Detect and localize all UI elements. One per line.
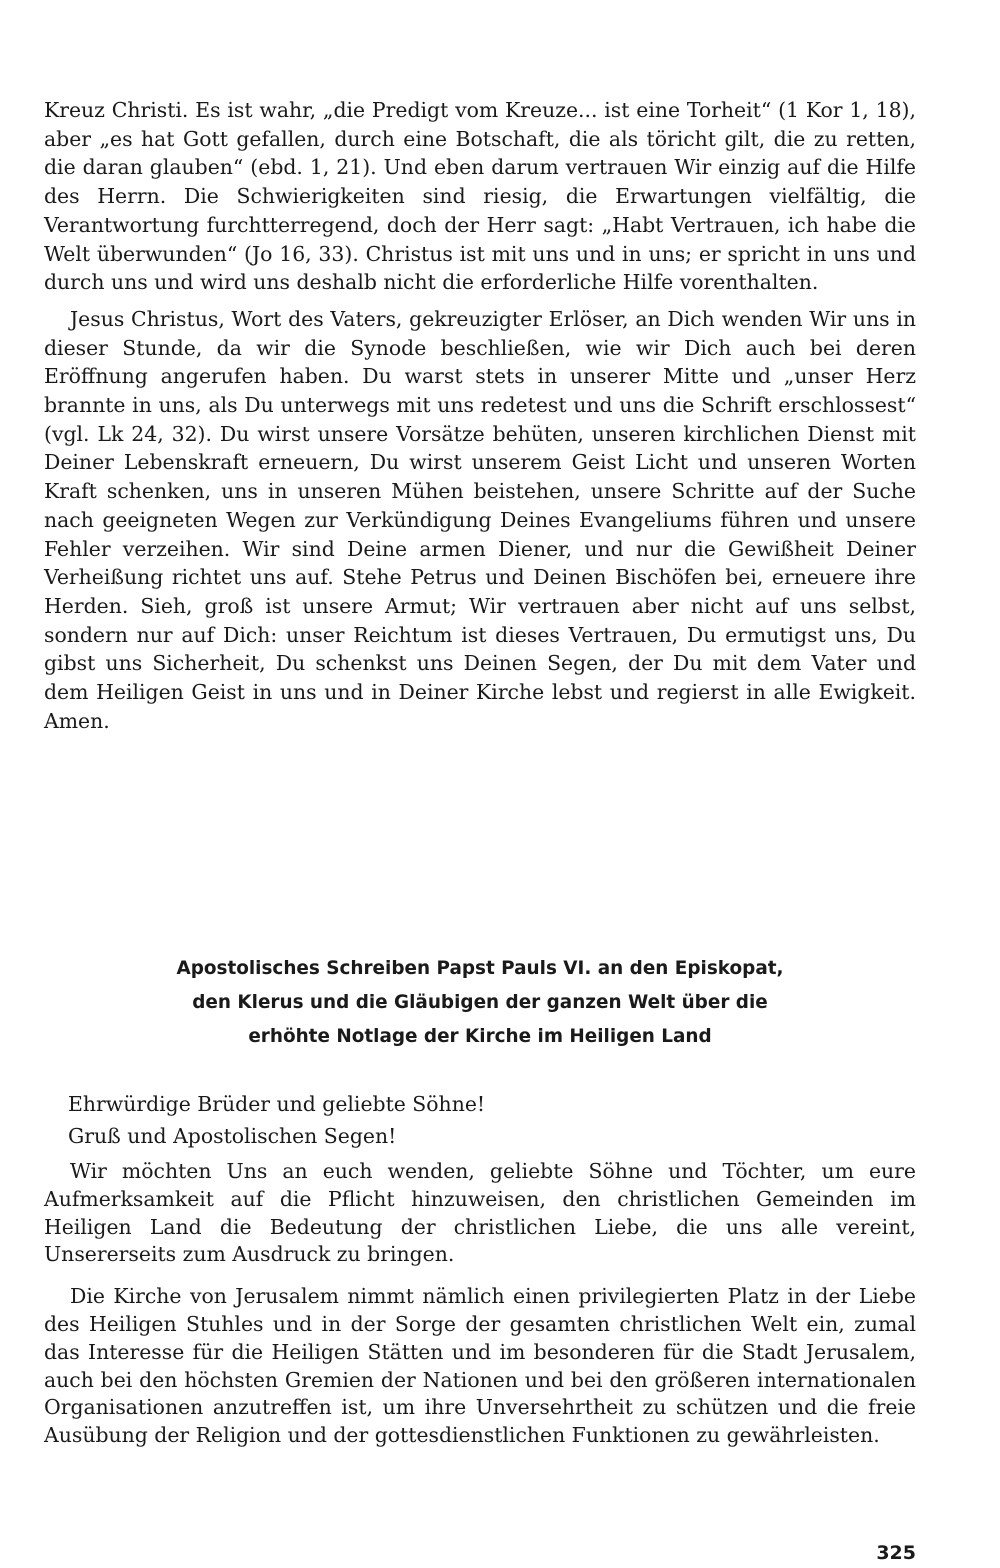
heading-line-2: den Klerus und die Gläubigen der ganzen Welt über die xyxy=(192,992,768,1013)
salutation-blessing: Gruß und Apostolischen Segen! xyxy=(68,1124,397,1148)
paragraph-kirche-jerusalem: Die Kirche von Jerusalem nimmt nämlich einen privilegierten Platz in der Liebe des Heiligen Stuhles und in der Sorge der gesamten christlichen Welt ein, zumal das Interesse für die Heiligen Stätten und im besonderen für die Stadt Jerusalem, auch bei den höchsten Gremien der Nationen und bei den größeren internationalen Organisationen anzutreffen ist, um ihre Unversehrtheit zu schützen und die freie Ausübung der Religion und der gottesdienstlichen Funktionen zu gewährleisten. xyxy=(44,1284,916,1448)
salutation-brothers: Ehrwürdige Brüder und geliebte Söhne! xyxy=(68,1092,486,1116)
paragraph-wir-moechten: Wir möchten Uns an euch wenden, geliebte Söhne und Töchter, um eure Aufmerksamkeit auf die Pflicht hinzuweisen, den christlichen Gemeinden im Heiligen Land die Bedeutung der christlichen Liebe, die uns alle vereint, Unsererseits zum Ausdruck zu bringen. xyxy=(44,1159,916,1267)
section-closing-prayer xyxy=(44,96,916,735)
page-number: 325 xyxy=(876,1542,916,1564)
heading-line-3: erhöhte Notlage der Kirche im Heiligen Land xyxy=(248,1026,712,1047)
heading-line-1: Apostolisches Schreiben Papst Pauls VI. an den Episkopat, xyxy=(176,958,784,979)
document-heading xyxy=(44,952,916,1054)
section-apostolic-letter xyxy=(44,1088,916,1450)
paragraph-jesus-christus-prayer: Jesus Christus, Wort des Vaters, gekreuzigter Erlöser, an Dich wenden Wir uns in dieser Stunde, da wir die Synode beschließen, wie wir Dich auch bei deren Eröffnung angerufen haben. Du warst stets in unserer Mitte und „unser Herz brannte in uns, als Du unterwegs mit uns redetest und uns die Schrift erschlossest“ (vgl. Lk 24, 32). Du wirst unsere Vorsätze behüten, unseren kirchlichen Dienst mit Deiner Lebenskraft erneuern, Du wirst unserem Geist Licht und unseren Worten Kraft schenken, uns in unseren Mühen beistehen, unsere Schritte auf der Suche nach geeigneten Wegen zur Verkündigung Deines Evangeliums führen und unsere Fehler verzeihen. Wir sind Deine armen Diener, und nur die Gewißheit Deiner Verheißung richtet uns auf. Stehe Petrus und Deinen Bischöfen bei, erneuere ihre Herden. Sieh, groß ist unsere Armut; Wir vertrauen aber nicht auf uns selbst, sondern nur auf Dich: unser Reichtum ist dieses Vertrauen, Du ermutigst uns, Du gibst uns Sicherheit, Du schenkst uns Deinen Segen, der Du mit dem Vater und dem Heiligen Geist in uns und in Deiner Kirche lebst und regierst in alle Ewigkeit. Amen. xyxy=(44,306,916,733)
paragraph-kreuz-christi: Kreuz Christi. Es ist wahr, „die Predigt vom Kreuze... ist eine Torheit“ (1 Kor 1, 18), aber „es hat Gott gefallen, durch eine Botschaft, die als töricht gilt, die zu retten, die daran glauben“ (ebd. 1, 21). Und eben darum vertrauen Wir einzig auf die Hilfe des Herrn. Die Schwierigkeiten sind riesig, die Erwartungen vielfältig, die Verantwortung furchtterregend, doch der Herr sagt: „Habt Vertrauen, ich habe die Welt überwunden“ (Jo 16, 33). Christus ist mit uns und in uns; er spricht in uns und durch uns und wird uns deshalb nicht die erforderliche Hilfe vorenthalten. xyxy=(44,98,916,295)
